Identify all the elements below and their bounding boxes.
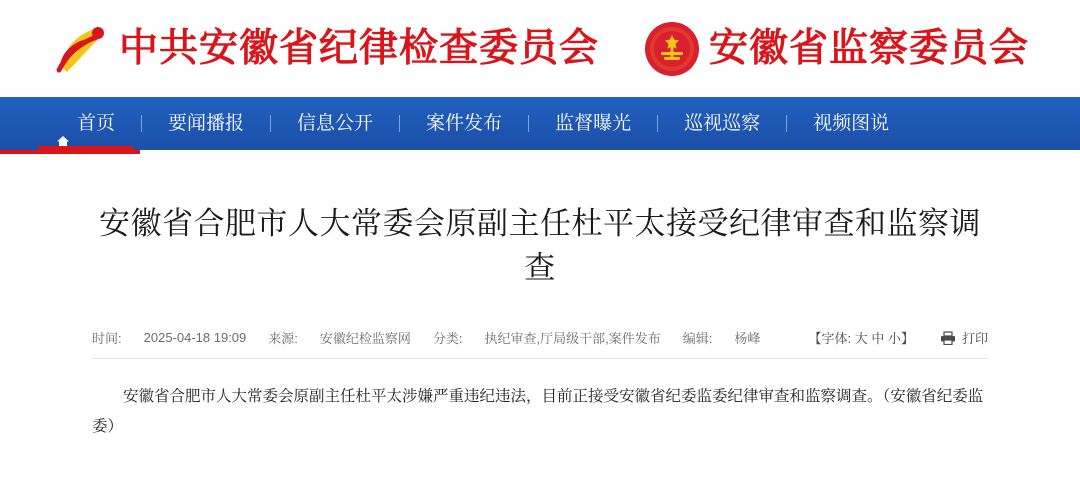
nav-item-label: 视频图说 (813, 113, 890, 134)
brand-gov-title: 安徽省监察委员会 (709, 26, 1030, 71)
meta-time-label: 时间: (92, 331, 122, 347)
nav-item-home[interactable] (30, 97, 141, 150)
nav-item-label: 信息公开 (297, 113, 374, 134)
nav-item-cases[interactable] (400, 97, 528, 150)
meta-category-value: 执纪审查,厅局级干部,案件发布 (484, 331, 661, 347)
main-nav (0, 97, 1080, 150)
article-meta (92, 328, 988, 359)
meta-time-value: 2025-04-18 19:09 (143, 330, 247, 346)
meta-category-label: 分类: (432, 331, 463, 347)
nav-item-disclosure[interactable] (271, 97, 399, 150)
brand-party-title: 中共安徽省纪律检查委员会 (118, 26, 599, 71)
national-emblem-icon (645, 22, 699, 76)
nav-item-label: 巡视巡察 (684, 113, 761, 134)
article (0, 150, 1080, 441)
site-header (0, 0, 1080, 97)
page-title: 安徽省合肥市人大常委会原副主任杜平太接受纪律审查和监察调查 (99, 206, 981, 287)
nav-item-video[interactable] (787, 97, 915, 150)
meta-editor-value: 杨峰 (734, 331, 761, 347)
nav-active-indicator (0, 150, 140, 154)
printer-icon (940, 331, 956, 345)
font-size-control[interactable]: 【字体: 大 中 小】 (808, 331, 914, 347)
nav-item-label: 要闻播报 (168, 113, 245, 134)
home-icon (56, 117, 70, 131)
nav-item-label: 案件发布 (426, 113, 503, 134)
nav-item-exposure[interactable] (529, 97, 657, 150)
nav-item-label: 监督曝光 (555, 113, 632, 134)
nav-item-label: 首页 (77, 113, 116, 134)
nav-item-news[interactable] (142, 97, 270, 150)
meta-source-label: 来源: (268, 331, 298, 347)
print-button[interactable] (940, 328, 988, 347)
meta-source-value: 安徽纪检监察网 (319, 331, 411, 347)
print-label: 打印 (961, 331, 988, 347)
article-body: 安徽省合肥市人大常委会原副主任杜平太涉嫌严重违纪违法，目前正接受安徽省纪委监委纪律审查和监察调查。（安徽省纪委监委） (92, 387, 984, 436)
nav-item-inspection[interactable] (658, 97, 786, 150)
brand-gov (645, 22, 1029, 76)
meta-editor-label: 编辑: (682, 331, 713, 347)
party-hammer-sickle-icon (51, 20, 109, 78)
brand-party (51, 20, 599, 78)
